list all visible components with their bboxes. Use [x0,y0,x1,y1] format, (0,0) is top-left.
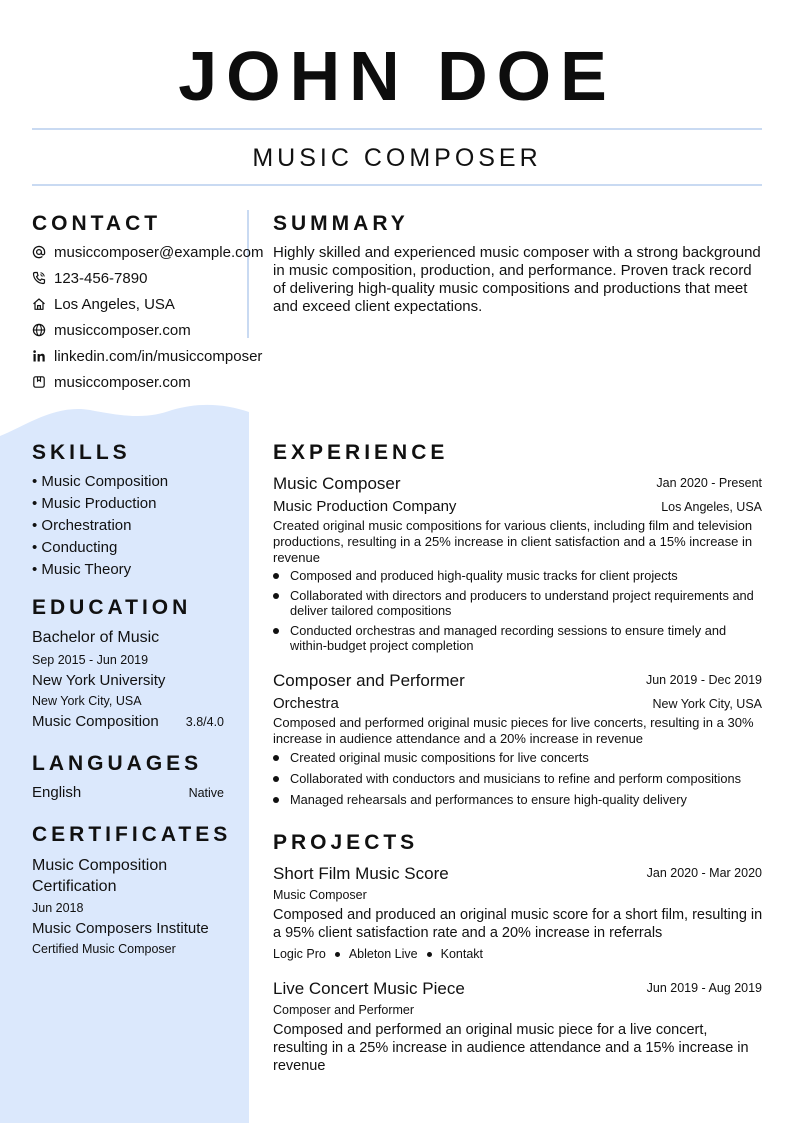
education-location: New York City, USA [32,694,142,708]
job-dates: Jan 2020 - Present [656,476,762,490]
portfolio-icon [32,375,46,389]
skills-heading: SKILLS [32,441,131,464]
project-dates: Jun 2019 - Aug 2019 [646,981,762,995]
skill-item: • Music Theory [32,561,132,578]
contact-phone[interactable] [32,268,147,288]
education-heading: EDUCATION [32,596,192,619]
linkedin-icon [32,349,46,363]
project-role: Composer and Performer [273,1003,415,1017]
job-description: Created original music compositions for various clients, including film and television productions, resulting in a 25% increase in client satisfaction and a 15% increase in revenue [273,518,753,565]
phone-icon [32,271,46,285]
contact-text: linkedin.com/in/musiccomposer [54,347,263,365]
at-icon [32,245,46,259]
summary-heading: SUMMARY [273,212,409,235]
contact-portfolio[interactable] [32,372,191,392]
contact-text: 123-456-7890 [54,269,148,287]
header-divider-top [32,128,762,130]
project-role: Music Composer [273,888,367,902]
certificate-date: Jun 2018 [32,901,84,915]
job-company: Music Production Company [273,498,457,515]
separator-dot [335,952,340,957]
home-icon [32,297,46,311]
contact-heading: CONTACT [32,212,162,235]
education-dates: Sep 2015 - Jun 2019 [32,653,149,667]
job-title: Music Composer [273,474,401,493]
project-description: Composed and performed an original music piece for a live concert, resulting in a 25% increase in audience attendance and a 15% increase in revenue [273,1022,749,1074]
education-field: Music Composition [32,713,159,730]
certificates-heading: CERTIFICATES [32,823,232,846]
contact-text: musiccomposer@example.com [54,243,264,261]
certificate-name: Music Composition Certification [32,857,168,895]
project-title: Short Film Music Score [273,864,449,883]
projects-heading: PROJECTS [273,831,419,854]
globe-icon [32,323,46,337]
skill-item: • Conducting [32,539,118,556]
contact-text: Los Angeles, USA [54,295,175,313]
project-title: Live Concert Music Piece [273,979,465,998]
summary-text: Highly skilled and experienced music composer with a strong background in music composition, production, and performance. Proven track record of delivering high-quality music compositions and productions that meet and exceed client expectations. [273,244,761,315]
skill-item: • Music Composition [32,473,169,490]
contact-linkedin[interactable] [32,346,262,366]
column-divider [247,210,249,338]
language-name: English [32,784,82,801]
tool-tag: Logic Pro [273,947,326,961]
tool-tag: Ableton Live [348,947,418,961]
job-description: Composed and performed original music pieces for live concerts, resulting in a 30% increase in audience attendance and a 20% increase in revenue [273,715,754,746]
language-level: Native [188,786,224,800]
header-divider-bottom [32,184,762,186]
skill-item: • Music Production [32,495,157,512]
certificate-detail: Certified Music Composer [32,942,176,956]
education-school: New York University [32,672,166,689]
project-tools [273,946,483,962]
separator-dot [427,952,432,957]
certificate-issuer: Music Composers Institute [32,920,209,937]
project-dates: Jan 2020 - Mar 2020 [646,866,762,880]
contact-text: musiccomposer.com [54,321,191,339]
experience-heading: EXPERIENCE [273,441,449,464]
job-location: Los Angeles, USA [661,500,762,514]
job-location: New York City, USA [652,697,762,711]
job-title: Composer and Performer [273,671,465,690]
project-description: Composed and produced an original music score for a short film, resulting in a 95% client satisfaction rate and a 20% increase in referrals [273,907,763,941]
education-gpa: 3.8/4.0 [185,715,224,729]
tool-tag: Kontakt [440,947,484,961]
skill-item: • Orchestration [32,517,132,534]
contact-location [32,294,175,314]
job-company: Orchestra [273,695,339,712]
contact-text: musiccomposer.com [54,373,191,391]
contact-website[interactable] [32,320,191,340]
job-dates: Jun 2019 - Dec 2019 [645,673,762,687]
job-title: MUSIC COMPOSER [252,144,542,172]
languages-heading: LANGUAGES [32,752,203,775]
contact-email[interactable] [32,242,263,262]
education-degree: Bachelor of Music [32,629,160,646]
resume-name: JOHN DOE [178,37,616,115]
